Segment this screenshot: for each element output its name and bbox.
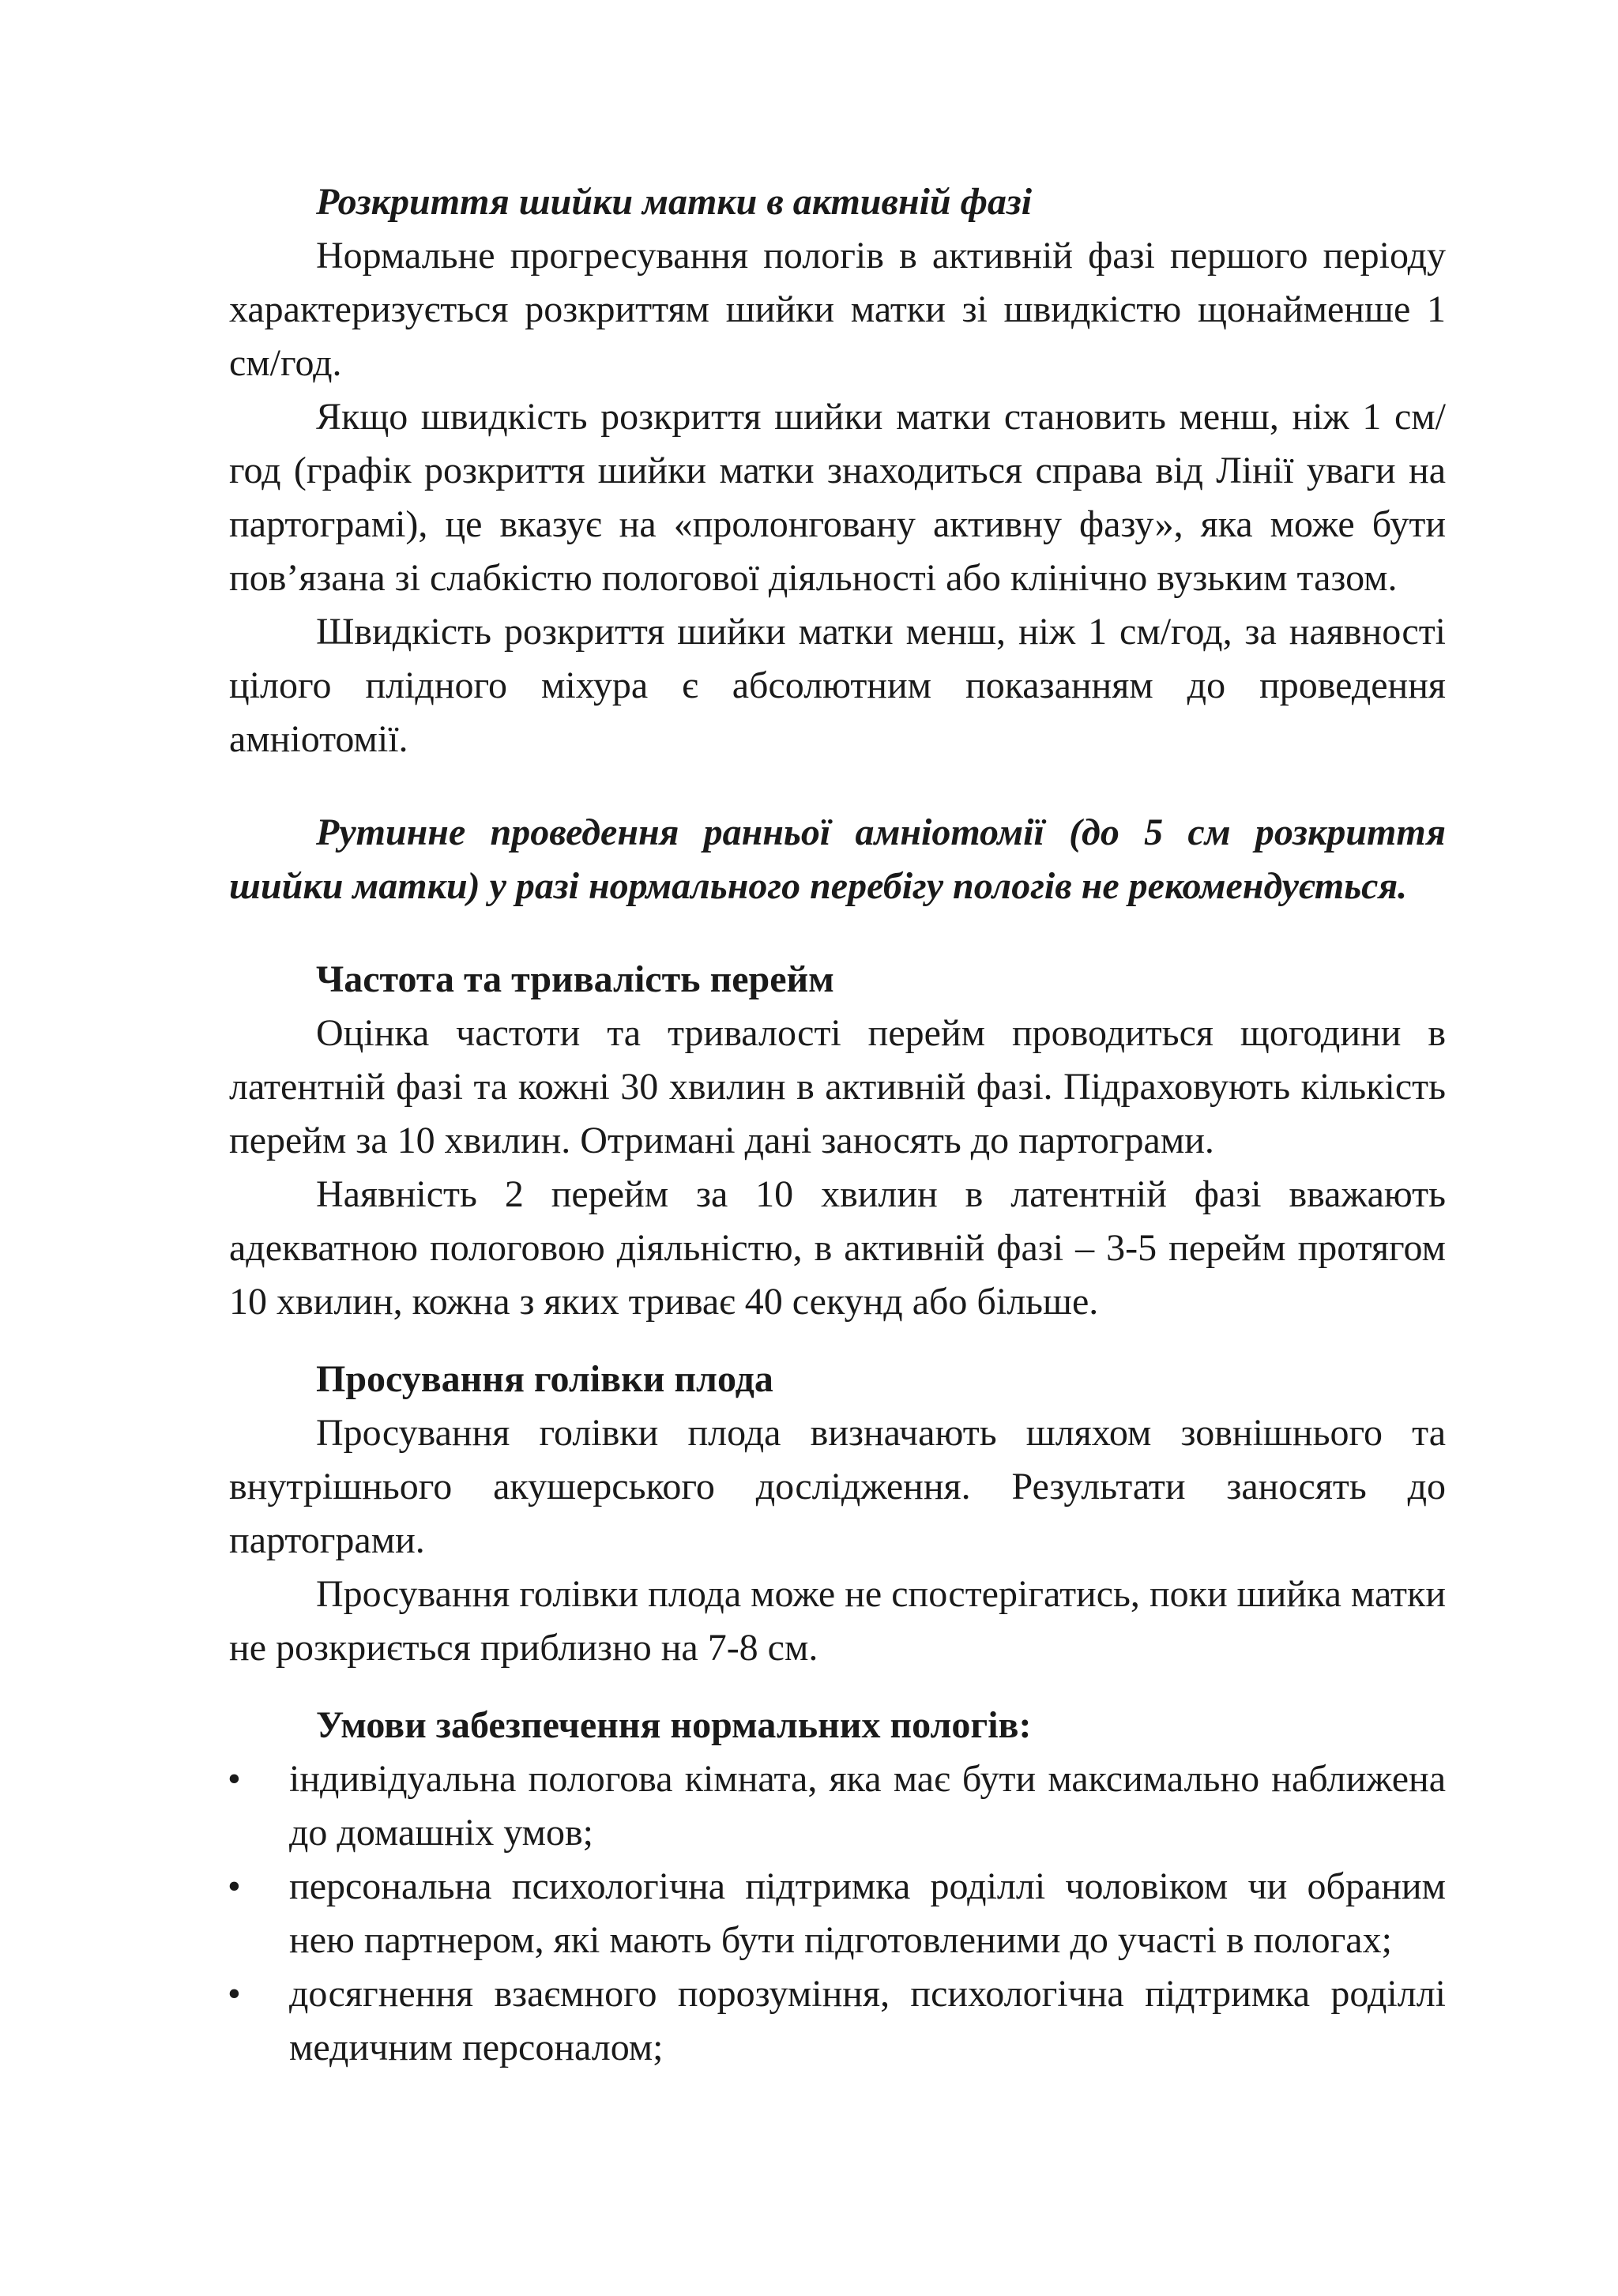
list-item — [229, 1752, 1446, 1860]
bullet-icon: • — [228, 1865, 241, 1907]
bullet-icon: • — [228, 1973, 241, 2015]
section-heading-contractions: Частота та тривалість перейм — [316, 958, 834, 1000]
bullet-icon: • — [228, 1758, 241, 1800]
paragraph: Якщо швидкість розкриття шийки матки становить менш, ніж 1 см/год (графік розкриття шийки матки знаходиться справа від Лінії уваги на партограмі), це вказує на «пролонговану активну фазу», яка може бути пов’язана зі слабкістю пологової діяльності або клінічно вузьким тазом. — [229, 396, 1446, 599]
list-item-text: досягнення взаємного порозуміння, психологічна підтримка роділлі медичним персоналом; — [289, 1973, 1446, 2068]
recommendation-note: Рутинне проведення ранньої амніотомії (до 5 см розкриття шийки матки) у разі нормального перебігу пологів не рекомендується. — [229, 811, 1446, 907]
paragraph: Наявність 2 перейм за 10 хвилин в латентній фазі вважають адекватною пологовою діяльністю, в активній фазі – 3-5 перейм протягом 10 хвилин, кожна з яких триває 40 секунд або більше. — [229, 1173, 1446, 1323]
paragraph: Нормальне прогресування пологів в активній фазі першого періоду характеризується розкриттям шийки матки зі швидкістю щонайменше 1 см/год. — [229, 235, 1446, 384]
page-content — [229, 175, 1446, 2075]
section-heading-fetal-head-descent: Просування голівки плода — [316, 1358, 773, 1400]
list-item — [229, 1860, 1446, 1967]
paragraph: Просування голівки плода може не спостерігатись, поки шийка матки не розкриється приблизно на 7-8 см. — [229, 1573, 1446, 1669]
list-item-text: індивідуальна пологова кімната, яка має бути максимально наближена до домашніх умов; — [289, 1758, 1446, 1854]
paragraph: Швидкість розкриття шийки матки менш, ніж 1 см/год, за наявності цілого плідного міхура є абсолютним показанням до проведення амніотомії. — [229, 611, 1446, 760]
list-item — [229, 1967, 1446, 2075]
paragraph: Просування голівки плода визначають шляхом зовнішнього та внутрішнього акушерського дослідження. Результати заносять до партограми. — [229, 1412, 1446, 1561]
paragraph: Оцінка частоти та тривалості перейм проводиться щогодини в латентній фазі та кожні 30 хвилин в активній фазі. Підраховують кількість перейм за 10 хвилин. Отримані дані заносять до партограми. — [229, 1012, 1446, 1161]
section-heading-normal-birth-conditions: Умови забезпечення нормальних пологів: — [316, 1704, 1032, 1746]
conditions-list — [229, 1752, 1446, 2075]
section-heading-cervical-dilation: Розкриття шийки матки в активній фазі — [316, 181, 1033, 223]
list-item-text: персональна психологічна підтримка роділлі чоловіком чи обраним нею партнером, які мають бути підготовленими до участі в пологах; — [289, 1865, 1446, 1961]
